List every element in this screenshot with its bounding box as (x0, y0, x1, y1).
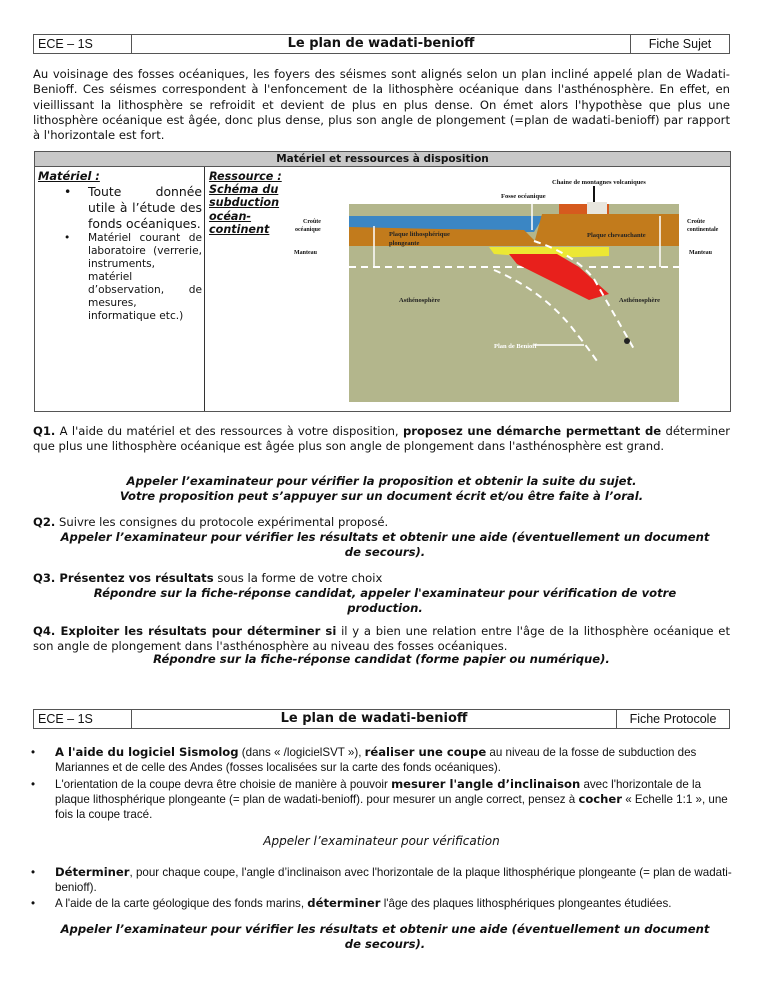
intro-paragraph: Au voisinage des fosses océaniques, les foyers des séismes sont alignés selon un plan incliné appelé plan de Wadati-Benioff. Ces séismes correspondent à l'enfoncement de la lithosphère océanique dans l'asthénosphère. En effet, en vieillissant la lithosphère se refroidit et devient de plus en plus dense. On émet alors l'hypothèse que plus une lithosphère océanique est âgée, donc plus dense, plus son angle de plongement (=plan de wadati-benioff) par rapport à l'horizontale est fort. (33, 67, 730, 143)
q1-call-2: Votre proposition peut s’appuyer sur un document écrit et/ou être faite à l’oral. (119, 489, 644, 503)
q1-number: Q1. (33, 424, 56, 438)
step-3-bold: Déterminer (55, 865, 130, 879)
label-mantle-right: Manteau (689, 250, 712, 256)
question-1 (33, 424, 730, 455)
materiel-label: Matériel : (38, 169, 100, 183)
header-title: Le plan de wadati-benioff (132, 35, 631, 53)
materiel-cell (35, 167, 205, 411)
q3-call: Répondre sur la fiche-réponse candidat, appeler l'examinateur pour vérification de votre production. (93, 586, 677, 616)
step-2-bold: mesurer l'angle d’inclinaison (391, 777, 581, 791)
materiel-item: • Toute donnée utile à l’étude des fonds océaniques. (88, 184, 202, 232)
label-oceanic-crust-2: océanique (295, 227, 321, 233)
materiel-item: • Matériel courant de laboratoire (verrerie, instruments, matériel d’observation, de mesures, informatique etc.) (88, 232, 202, 323)
label-oceanic-crust-1: Croûte (303, 219, 321, 225)
protocol-step-4 (55, 896, 735, 911)
q2-number: Q2. (33, 515, 56, 529)
overriding-plate (535, 214, 679, 246)
header-title: Le plan de wadati-benioff (132, 710, 617, 728)
step-2-text: L'orientation de la coupe devra être choisie de manière à pouvoir (55, 778, 392, 791)
header-level: ECE – 1S (34, 35, 132, 53)
verification-call: Appeler l’examinateur pour vérification (263, 834, 500, 848)
step-1-text-2: au niveau de la fosse de subduction des Mariannes et de celle des Andes (fosses localisées sur la carte des fonds océaniques). (55, 746, 697, 775)
q1-call-1: Appeler l’examinateur pour vérifier la proposition et obtenir la suite du sujet. (126, 474, 637, 488)
step-2-bold-2: cocher (578, 792, 623, 807)
protocol-step-2 (55, 777, 735, 823)
header-sheet-type: Fiche Sujet (648, 37, 712, 51)
label-continental-crust-2: continentale (687, 227, 719, 233)
label-subducting-plate-1: Plaque lithosphérique (389, 231, 450, 238)
label-overriding-plate: Plaque chevauchante (587, 232, 646, 239)
step-3-text: , pour chaque coupe, l'angle d’inclinaison avec l'horizontale de la plaque lithosphérique plongeante (= plan de wadati-benioff). (55, 866, 732, 895)
q1-text-2: déterminer que plus une lithosphère océanique est âgée plus son angle de plongement dans l'asthénosphère est grand. (33, 424, 730, 454)
sujet-header (33, 34, 730, 54)
ressource-cell (206, 167, 730, 411)
label-asthenosphere-left: Asthénosphère (399, 297, 441, 304)
step-4-text-2: l'âge des plaques lithosphériques plongeantes étudiées. (380, 897, 672, 910)
ressource-label-block (209, 170, 287, 236)
label-trench: Fosse océanique (501, 193, 546, 200)
q2-call: Appeler l’examinateur pour vérifier les résultats et obtenir une aide (éventuellement un document de secours). (60, 530, 710, 560)
header-level: ECE – 1S (34, 710, 132, 728)
label-mantle-left: Manteau (294, 250, 317, 256)
q4-bold: Q4. Exploiter les résultats pour déterminer si (33, 624, 337, 638)
q4-call: Répondre sur la fiche-réponse candidat (forme papier ou numérique). (153, 652, 610, 666)
label-asthenosphere-right: Asthénosphère (619, 297, 661, 304)
step-1-bold-2: réaliser une coupe (364, 745, 487, 759)
final-call: Appeler l’examinateur pour vérifier les résultats et obtenir une aide (éventuellement un document de secours). (60, 922, 710, 952)
q1-text: A l'aide du matériel et des ressources à votre disposition, (55, 424, 403, 438)
step-2-text-2: avec l'horizontale de la plaque lithosphérique plongeante (= plan de wadati-benioff). pour mesurer un angle correct, pensez à (55, 778, 702, 807)
header-sheet-type: Fiche Protocole (629, 712, 717, 726)
q3-text: sous la forme de votre choix (213, 571, 383, 585)
step-1-text: (dans « /logicielSVT »), (238, 746, 365, 759)
question-2 (33, 515, 730, 530)
question-4 (33, 624, 730, 655)
q1-bold: proposez une démarche permettant de (402, 424, 662, 438)
step-1-bold: A l'aide du logiciel Sismolog (55, 745, 239, 759)
materiel-list (38, 184, 202, 323)
label-subducting-plate-2: plongeante (389, 240, 420, 247)
step-4-text: A l'aide de la carte géologique des fonds marins, (55, 897, 308, 910)
q3-bold: Q3. Présentez vos résultats (33, 571, 214, 585)
protocol-step-3 (55, 865, 735, 895)
question-3 (33, 571, 730, 586)
protocole-header (33, 709, 730, 729)
label-benioff-plane: Plan de Benioff (494, 343, 537, 350)
label-continental-crust-1: Croûte (687, 219, 705, 225)
deep-earthquakes (624, 338, 630, 344)
protocol-step-1 (55, 745, 735, 775)
resources-table (34, 151, 731, 412)
ressource-label: Ressource : (209, 170, 282, 183)
label-volcanic-chain: Chaine de montagnes volcaniques (552, 179, 646, 186)
step-4-bold: déterminer (307, 896, 381, 910)
q4-text: il y a bien une relation entre l'âge de la lithosphère océanique et son angle de plongement dans l'asthénosphère au niveau des fosses océaniques. (33, 624, 730, 654)
step-2-text-3: « Echelle 1:1 », une fois la coupe tracé. (55, 793, 728, 822)
ressource-title: Schéma du subduction océan-continent (209, 183, 280, 236)
resources-table-heading: Matériel et ressources à disposition (35, 152, 730, 167)
q2-text: Suivre les consignes du protocole expérimental proposé. (55, 515, 389, 529)
subduction-diagram (289, 174, 729, 404)
